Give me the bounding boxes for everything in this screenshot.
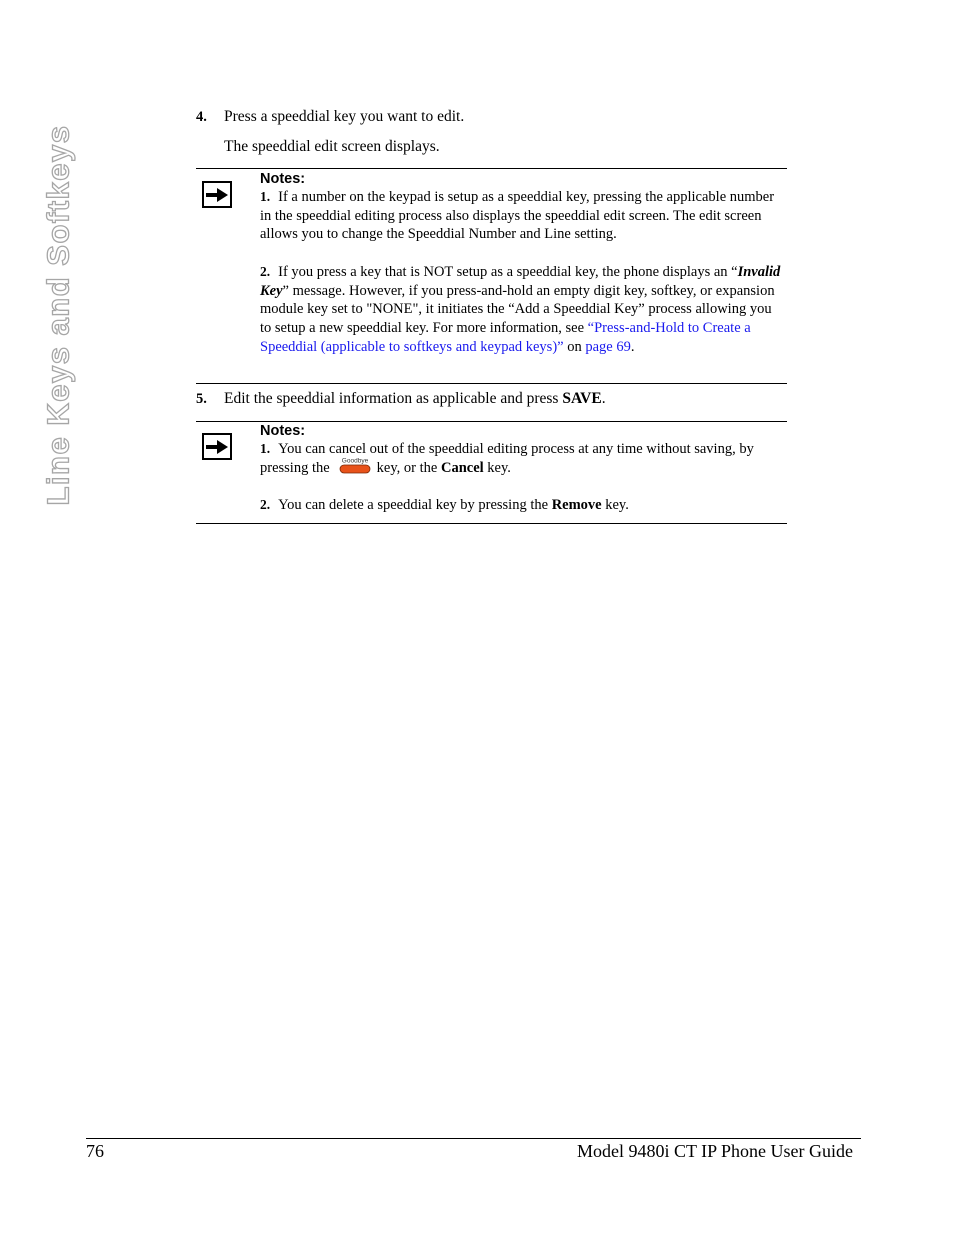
notes-label: Notes:	[260, 171, 306, 187]
notes-label: Notes:	[260, 423, 306, 439]
step-number: 4.	[196, 109, 207, 125]
right-arrow-icon	[202, 433, 232, 460]
step-number: 5.	[196, 391, 207, 407]
note-body	[260, 422, 784, 515]
goodbye-key-icon	[336, 459, 374, 475]
step-text-part: .	[601, 390, 606, 407]
note-item	[260, 496, 784, 515]
cross-reference-link[interactable]: “Press-and-Hold to Create a Speeddial (applicable to softkeys and keypad keys)”	[260, 319, 751, 355]
side-tab	[38, 110, 78, 520]
goodbye-key-label: Goodbye	[341, 457, 368, 465]
right-arrow-icon	[202, 181, 232, 208]
note-item-text: on	[563, 338, 586, 355]
note-item-number: 2.	[260, 497, 271, 513]
step-text	[224, 389, 606, 409]
note-body	[260, 170, 784, 356]
note-item-text: key, or the	[376, 459, 441, 476]
goodbye-key-shape	[340, 465, 370, 473]
note-item	[260, 440, 784, 477]
invalid-key-term: Invalid Key	[260, 263, 781, 299]
save-key-term: SAVE	[562, 390, 602, 407]
note-item-text: ” message. However, if you press-and-hold an empty digit key, softkey, or expansion module key set to "NONE", it initiates the “Add a Speeddial Key” process allowing you to setup a new speeddial key. For more information, see	[260, 282, 775, 336]
step-text: Press a speeddial key you want to edit.	[224, 108, 465, 125]
guide-title: Model 9480i CT IP Phone User Guide	[577, 1141, 853, 1161]
note-item-number: 2.	[260, 263, 271, 279]
note-item	[260, 263, 784, 357]
cancel-key-term: Cancel	[440, 459, 484, 476]
footer-rule	[86, 1138, 861, 1139]
note-item-text: key.	[601, 497, 629, 514]
page-link[interactable]: page 69	[585, 338, 631, 355]
note-item-text: If a number on the keypad is setup as a speeddial key, pressing the applicable number in the speeddial editing process also displays the speeddial edit screen. The edit screen allows you to change the Speeddial Number and Line setting.	[260, 189, 775, 243]
step-text-part: Edit the speeddial information as applicable and press	[224, 390, 563, 407]
note-item-number: 1.	[260, 189, 271, 204]
note-item-text: key.	[483, 459, 511, 476]
note-item-text: If you press a key that is NOT setup as a speeddial key, the phone displays an “	[278, 263, 738, 280]
step-subtext: The speeddial edit screen displays.	[224, 138, 440, 155]
note-box-2	[196, 421, 787, 524]
side-tab-label: Line Keys and Softkeys	[40, 124, 76, 506]
note-item-text: .	[630, 338, 635, 355]
note-box-1	[196, 168, 787, 384]
note-item	[260, 188, 784, 244]
note-item-number: 1.	[260, 441, 271, 456]
remove-key-term: Remove	[551, 497, 602, 514]
note-item-text: You can cancel out of the speeddial editing process at any time without saving, by pressing the	[260, 441, 754, 476]
page-number: 76	[86, 1141, 104, 1161]
note-item-text: You can delete a speeddial key by pressing the	[278, 497, 552, 514]
